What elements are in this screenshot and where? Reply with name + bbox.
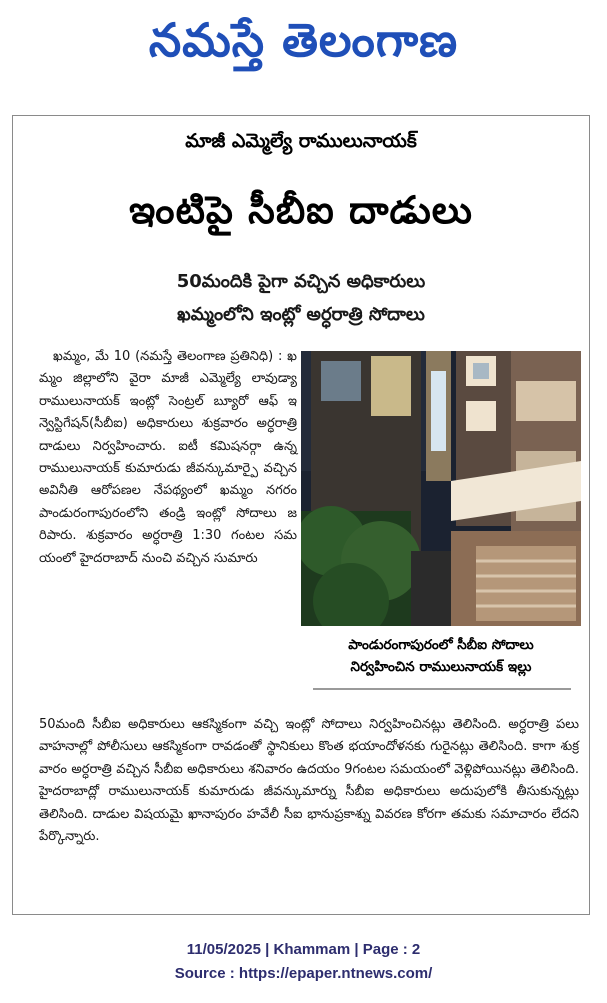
footer-source: Source : https://epaper.ntnews.com/ — [174, 965, 433, 982]
photo-caption — [301, 634, 581, 678]
news-clipping — [12, 115, 590, 915]
article-body-top: ఖమ్మం, మే 10 (నమస్తే తెలంగాణ ప్రతినిధి) : ఖమ్మం జిల్లాలోని వైరా మాజీ ఎమ్మెల్యే లావుడ్యా రాములునాయక్ ఇంట్లో సెంట్రల్ బ్యూరో ఆఫ్ ఇన్వెస్టిగేషన్(సీబీఐ) అధికారులు శుక్రవారం అర్ధరాత్రి దాడులు నిర్వహించారు. ఐటీ కమిషనర్గా ఉన్న రాములునాయక్ కుమారుడు జీవన్కుమార్పై వచ్చిన అవినీతి ఆరోపణల నేపథ్యంలో ఖమ్మం నగరం పాండురంగాపురంలోని తండ్రి ఇంట్లో సోదాలు జరిపారు. శుక్రవారం అర్ధరాత్రి 1:30 గంటల సమయంలో హైదరాబాద్ నుంచి వచ్చిన సుమారు — [39, 349, 297, 566]
article-kicker: మాజీ ఎమ్మెల్యే రాములునాయక్ — [185, 130, 417, 152]
masthead-title: నమస్తే తెలంగాణ — [148, 13, 459, 67]
photo-caption-line-2: నిర్వహించిన రాములునాయక్ ఇల్లు — [350, 659, 532, 675]
page-footer — [0, 938, 607, 986]
article-headline: ఇంటిపై సీబీఐ దాడులు — [129, 188, 473, 232]
article-body-bottom: 50మంది సీబీఐ అధికారులు ఆకస్మికంగా వచ్చి ఇంట్లో సోదాలు నిర్వహించినట్లు తెలిసింది. అర్ధరాత్రి పలు వాహనాల్లో పోలీసులు ఆకస్మికంగా రావడంతో స్థానికులు కొంత భయాందోళనకు గురైనట్లు తెలిసింది. కాగా శుక్రవారం అర్ధరాత్రి వచ్చిన సీబీఐ అధికారులు శనివారం ఉదయం 9గంటల సమయంలో వెళ్లిపోయినట్లు తెలిసింది. హైదరాబాద్లో రాములునాయక్ కుమారుడు జీవన్కుమార్ను సీబీఐ అధికారులు అదుపులోకి తీసుకున్నట్లు తెలిసింది. దాడుల విషయమై ఖానాపురం హవేలీ సీఐ భానుప్రకాశ్ను వివరణ కోరగా తమకు సమాచారం లేదని పేర్కొన్నారు. — [39, 717, 579, 845]
footer-date-edition: 11/05/2025 | Khammam | Page : 2 — [186, 941, 421, 958]
article-deck-1: 50మందికి పైగా వచ్చిన అధికారులు — [176, 271, 426, 292]
caption-divider — [313, 688, 571, 690]
photo-caption-line-1: పాండురంగాపురంలో సీబీఐ సోదాలు — [348, 637, 534, 653]
house-photo — [301, 351, 581, 626]
article-deck-2: ఖమ్మంలోని ఇంట్లో అర్ధరాత్రి సోదాలు — [177, 304, 425, 325]
